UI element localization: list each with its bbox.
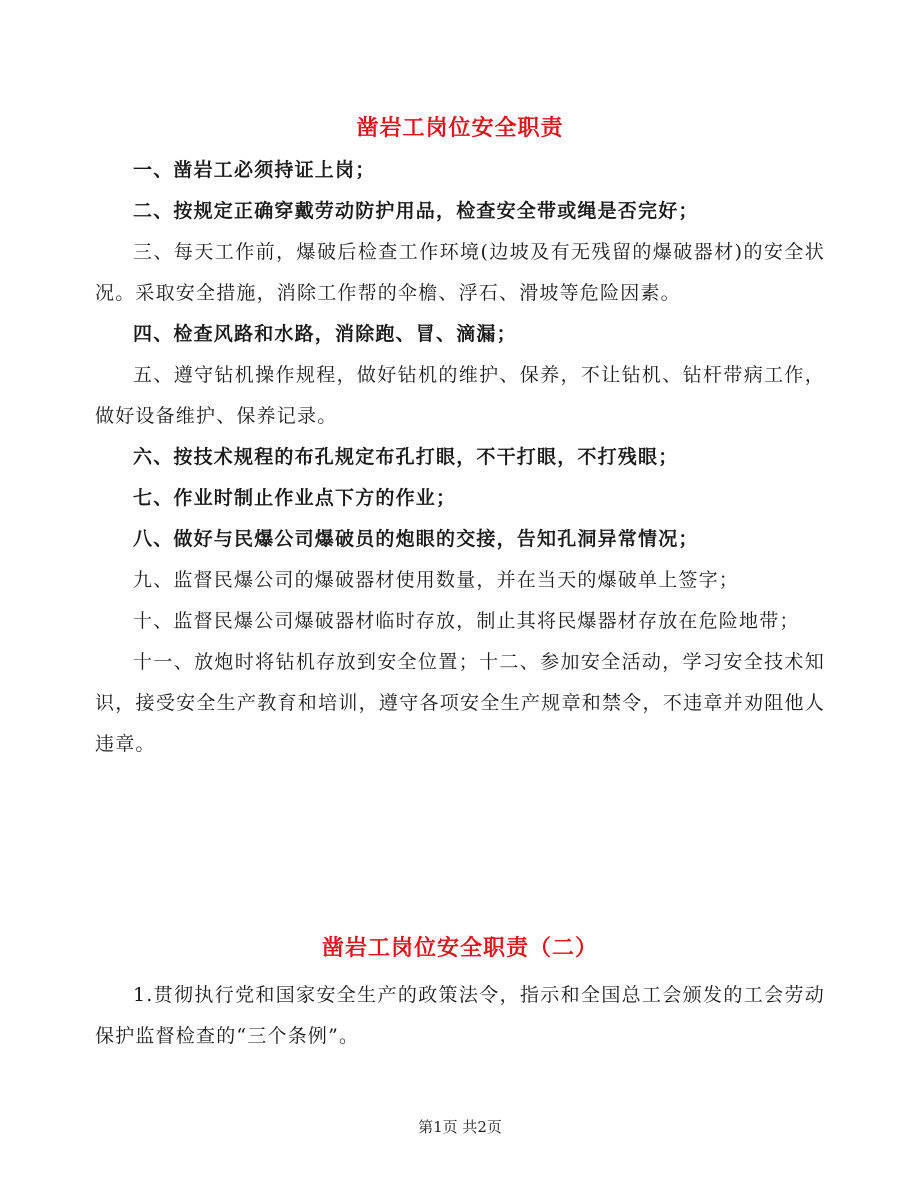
section-2-body	[95, 975, 825, 1057]
duty-item-4: 四、检查风路和水路，消除跑、冒、滴漏；	[133, 323, 517, 345]
duty-item-2: 二、按规定正确穿戴劳动防护用品，检查安全带或绳是否完好；	[133, 200, 699, 222]
duty-item-3: 三、每天工作前，爆破后检查工作环境(边坡及有无残留的爆破器材)的安全状况。采取安全措施，消除工作帮的伞檐、浮石、滑坡等危险因素。	[95, 241, 825, 304]
page-number: 第1页 共2页	[418, 1118, 502, 1136]
duty-item-5: 五、遵守钻机操作规程，做好钻机的维护、保养，不让钻机、钻杆带病工作，做好设备维护、保养记录。	[95, 364, 825, 427]
duty-item-7: 七、作业时制止作业点下方的作业；	[133, 487, 457, 509]
duty-item-8: 八、做好与民爆公司爆破员的炮眼的交接，告知孔洞异常情况；	[133, 528, 699, 550]
section-2-title: 凿岩工岗位安全职责（二）	[321, 935, 598, 961]
section-1-title: 凿岩工岗位安全职责	[356, 115, 564, 141]
duty-item-2-1: 1.贯彻执行党和国家安全生产的政策法令，指示和全国总工会颁发的工会劳动保护监督检查的“三个条例”。	[95, 984, 825, 1047]
duty-item-10: 十、监督民爆公司爆破器材临时存放，制止其将民爆器材存放在危险地带；	[133, 610, 800, 632]
section-1-body	[95, 150, 825, 765]
duty-item-1: 一、凿岩工必须持证上岗；	[133, 159, 376, 181]
duty-item-6: 六、按技术规程的布孔规定布孔打眼，不干打眼，不打残眼；	[133, 446, 679, 468]
duty-item-9: 九、监督民爆公司的爆破器材使用数量，并在当天的爆破单上签字；	[133, 569, 740, 591]
duty-item-11: 十一、放炮时将钻机存放到安全位置；十二、参加安全活动，学习安全技术知识，接受安全生产教育和培训，遵守各项安全生产规章和禁令，不违章并劝阻他人违章。	[95, 651, 825, 755]
